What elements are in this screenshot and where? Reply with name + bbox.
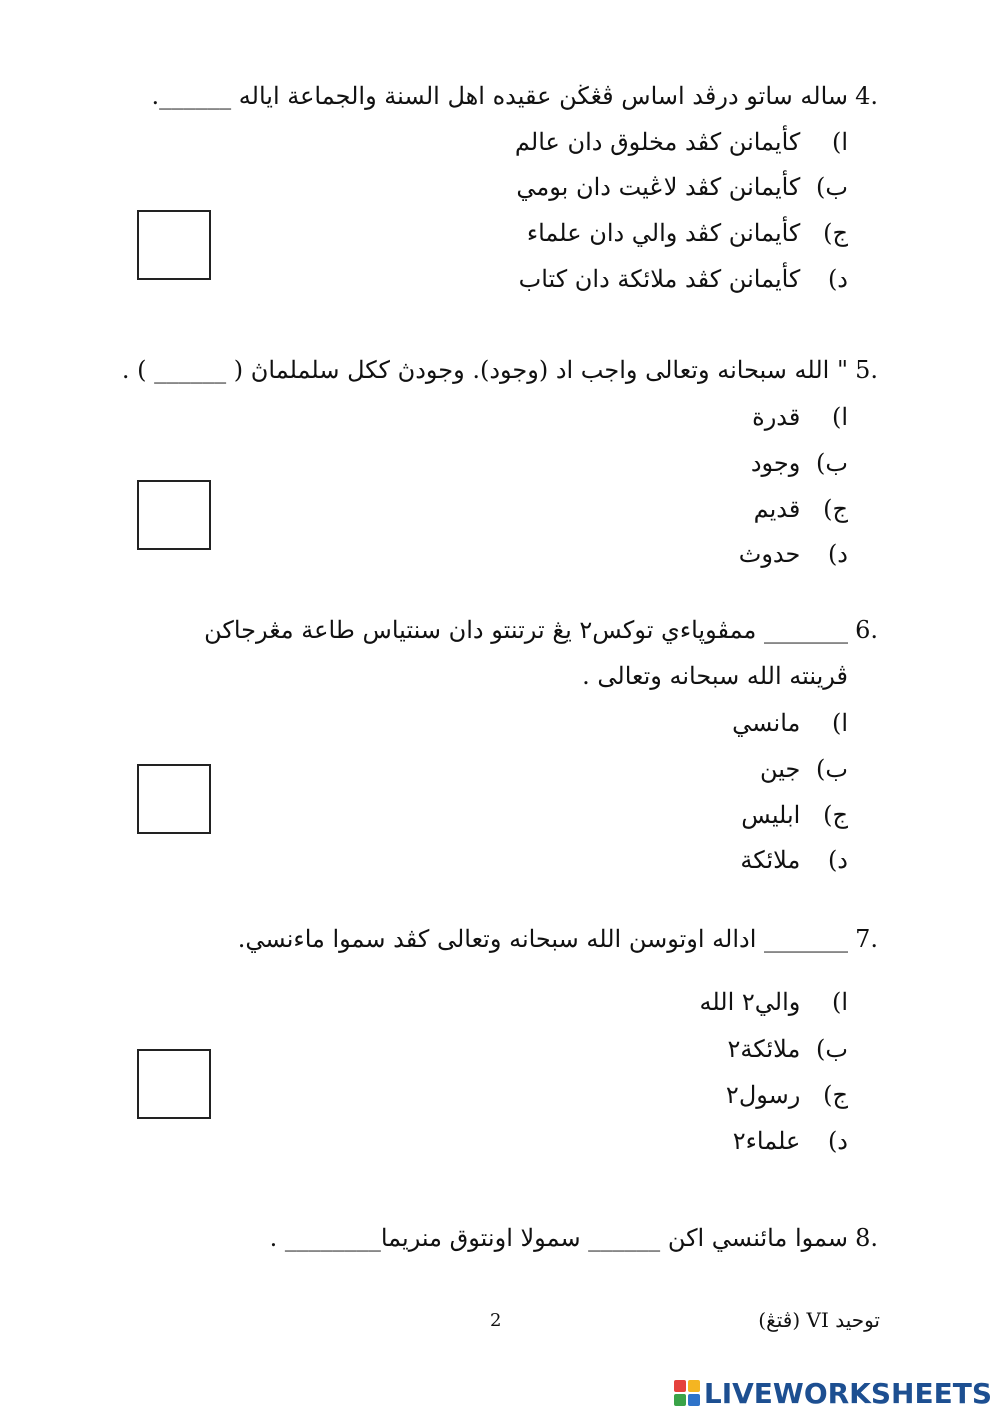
option-letter: ج)	[823, 1081, 848, 1109]
option-text: رسول٢	[725, 1081, 801, 1109]
option-letter: ا)	[831, 709, 848, 737]
option-b	[727, 1035, 848, 1063]
liveworksheets-icon	[674, 1380, 700, 1406]
option-d	[519, 265, 848, 293]
option-text: ملائكة	[740, 846, 801, 874]
page-number: 2	[490, 1310, 502, 1331]
option-a	[732, 709, 848, 737]
option-letter: ا)	[831, 988, 848, 1016]
option-text: مانسي	[732, 709, 801, 737]
option-text: كأيمانن كڤد والي دان علماء	[526, 219, 801, 247]
option-c	[741, 801, 848, 829]
question-stem: _______ ممڤوڽاءي توكس٢ يڠ ترتنتو دان سنتياس طاعة مڠرجاكن	[204, 616, 848, 644]
option-letter: ا)	[831, 128, 848, 156]
option-text: كأيمانن كڤد لاڠيت دان بومي	[516, 173, 801, 201]
question-number: 7.	[855, 925, 878, 953]
option-b	[751, 449, 848, 477]
option-text: وجود	[750, 449, 801, 477]
subject-title: توحيد VI (ڤتڠ)	[758, 1308, 880, 1332]
answer-box[interactable]	[137, 1049, 211, 1119]
option-c	[726, 1081, 848, 1109]
option-a	[515, 128, 848, 156]
option-letter: ج)	[823, 495, 848, 523]
option-letter: د)	[827, 1127, 848, 1155]
option-b	[760, 755, 848, 783]
option-text: قديم	[753, 495, 801, 523]
option-text: جين	[760, 755, 801, 783]
option-letter: ب)	[816, 173, 848, 201]
option-text: كأيمانن كڤد ملائكة دان كتاب	[518, 265, 801, 293]
question-stem-line2: ڤرينته الله سبحانه وتعالى .	[582, 662, 848, 690]
option-a	[752, 403, 848, 431]
option-text: والي٢ الله	[699, 988, 801, 1016]
option-text: قدرة	[752, 403, 801, 431]
option-text: ابليس	[741, 801, 801, 829]
question-number: 5.	[855, 356, 878, 384]
question-number: 4.	[855, 82, 878, 110]
option-a	[699, 988, 848, 1016]
option-letter: ب)	[816, 1035, 848, 1063]
option-text: ملائكة٢	[727, 1035, 801, 1063]
option-letter: د)	[827, 540, 848, 568]
answer-box[interactable]	[137, 210, 211, 280]
option-letter: د)	[827, 846, 848, 874]
question-number: 8.	[855, 1224, 878, 1252]
option-b	[516, 173, 848, 201]
option-text: كأيمانن كڤد مخلوق دان عالم	[514, 128, 801, 156]
option-c	[754, 495, 848, 523]
option-text: حدوث	[738, 540, 801, 568]
question-number: 6.	[855, 616, 878, 644]
liveworksheets-logo[interactable]	[674, 1378, 992, 1408]
option-d	[739, 540, 848, 568]
question-stem: " الله سبحانه وتعالى واجب اد (وجود). وجودڽ ككل سلملماڽ ( ______ ) .	[121, 356, 848, 384]
logo-text: LIVEWORKSHEETS	[703, 1376, 992, 1410]
option-letter: د)	[827, 265, 848, 293]
answer-box[interactable]	[137, 764, 211, 834]
answer-box[interactable]	[137, 480, 211, 550]
option-letter: ب)	[816, 449, 848, 477]
option-d	[733, 1127, 848, 1155]
option-c	[527, 219, 848, 247]
option-text: علماء٢	[732, 1127, 801, 1155]
option-letter: ج)	[823, 219, 848, 247]
option-letter: ج)	[823, 801, 848, 829]
option-letter: ب)	[816, 755, 848, 783]
option-letter: ا)	[831, 403, 848, 431]
question-stem: سموا مائنسي اكن ______ سمولا اونتوق منريما________ .	[269, 1224, 848, 1252]
option-d	[740, 846, 848, 874]
question-stem: _______ اداله اوتوسن الله سبحانه وتعالى كڤد سموا ماءنسي.	[237, 925, 848, 953]
question-stem: ساله ساتو درڤد اساس ڤڠڬن عقيده اهل السنة والجماعة اياله ______.	[151, 82, 848, 110]
